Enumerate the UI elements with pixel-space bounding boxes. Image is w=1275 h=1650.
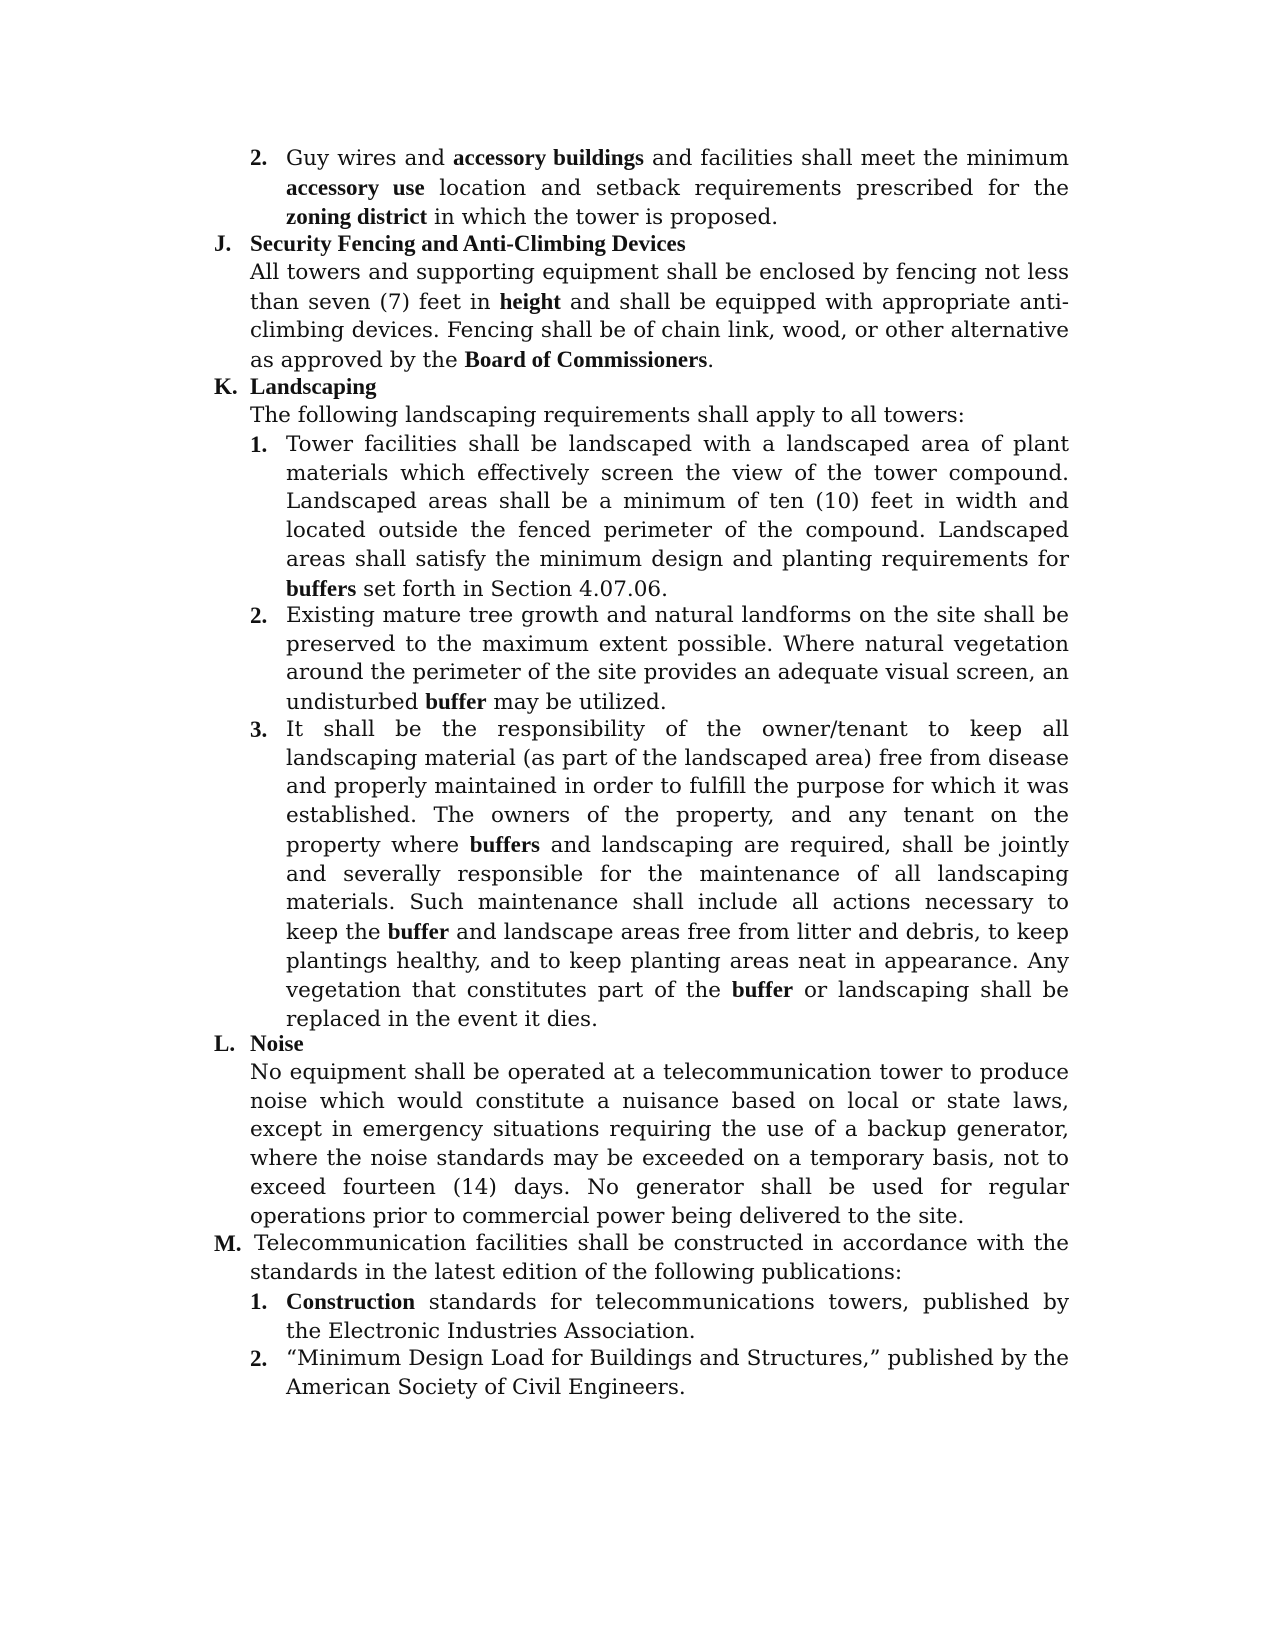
section-heading: Security Fencing and Anti-Climbing Devices bbox=[250, 231, 686, 256]
list-number: 3. bbox=[250, 717, 268, 742]
section-body: All towers and supporting equipment shall be enclosed by fencing not less than seven (7) feet in height and shall be equipped with appropriate anti-climbing devices. Fencing shall be of chain link, wood, or other alternative as approved by the Board of Commissioners. bbox=[250, 260, 1069, 374]
section-letter: M. bbox=[214, 1231, 242, 1256]
list-item-text: “Minimum Design Load for Buildings and Structures,” published by the American Society of Civil Engineers. bbox=[286, 1346, 1069, 1400]
list-item-text: It shall be the responsibility of the owner/tenant to keep all landscaping material (as part of the landscaped area) free from disease and properly maintained in order to fulfill the purpose for which it was established. The owners of the property, and any tenant on the property where buffers and landscaping are required, shall be jointly and severally responsible for the maintenance of all landscaping materials. Such maintenance shall include all actions necessary to keep the buffer and landscape areas free from litter and debris, to keep plantings healthy, and to keep planting areas neat in appearance. Any vegetation that constitutes part of the buffer or landscaping shall be replaced in the event it dies. bbox=[286, 717, 1069, 1033]
list-number: 2. bbox=[250, 603, 268, 628]
section-heading: Noise bbox=[250, 1031, 304, 1056]
list-item-text: Construction standards for telecommunications towers, published by the Electronic Industries Association. bbox=[286, 1289, 1069, 1344]
list-item-text: Guy wires and accessory buildings and facilities shall meet the minimum accessory use location and setback requirements prescribed for the zoning district in which the tower is proposed. bbox=[286, 145, 1069, 231]
list-item-text: Tower facilities shall be landscaped with a landscaped area of plant materials which effectively screen the view of the tower compound. Landscaped areas shall be a minimum of ten (10) feet in width and located outside the fenced perimeter of the compound. Landscaped areas shall satisfy the minimum design and planting requirements for buffers set forth in Section 4.07.06. bbox=[286, 432, 1069, 602]
section-intro: Telecommunication facilities shall be constructed in accordance with the standards in the latest edition of the following publications: bbox=[250, 1231, 1069, 1285]
section-intro: The following landscaping requirements shall apply to all towers: bbox=[250, 403, 965, 428]
section-body: No equipment shall be operated at a telecommunication tower to produce noise which would constitute a nuisance based on local or state laws, except in emergency situations requiring the use of a backup generator, where the noise standards may be exceeded on a temporary basis, not to exceed fourteen (14) days. No generator shall be used for regular operations prior to commercial power being delivered to the site. bbox=[250, 1060, 1069, 1229]
section-letter: J. bbox=[214, 231, 232, 256]
list-number: 1. bbox=[250, 1289, 268, 1314]
list-number: 2. bbox=[250, 1346, 268, 1371]
section-heading: Landscaping bbox=[250, 374, 377, 399]
list-number: 2. bbox=[250, 145, 268, 170]
list-number: 1. bbox=[250, 432, 268, 457]
list-item-text: Existing mature tree growth and natural landforms on the site shall be preserved to the maximum extent possible. Where natural vegetation around the perimeter of the site provides an adequate visual screen, an undisturbed buffer may be utilized. bbox=[286, 603, 1069, 716]
section-letter: K. bbox=[214, 374, 238, 399]
section-letter: L. bbox=[214, 1031, 236, 1056]
